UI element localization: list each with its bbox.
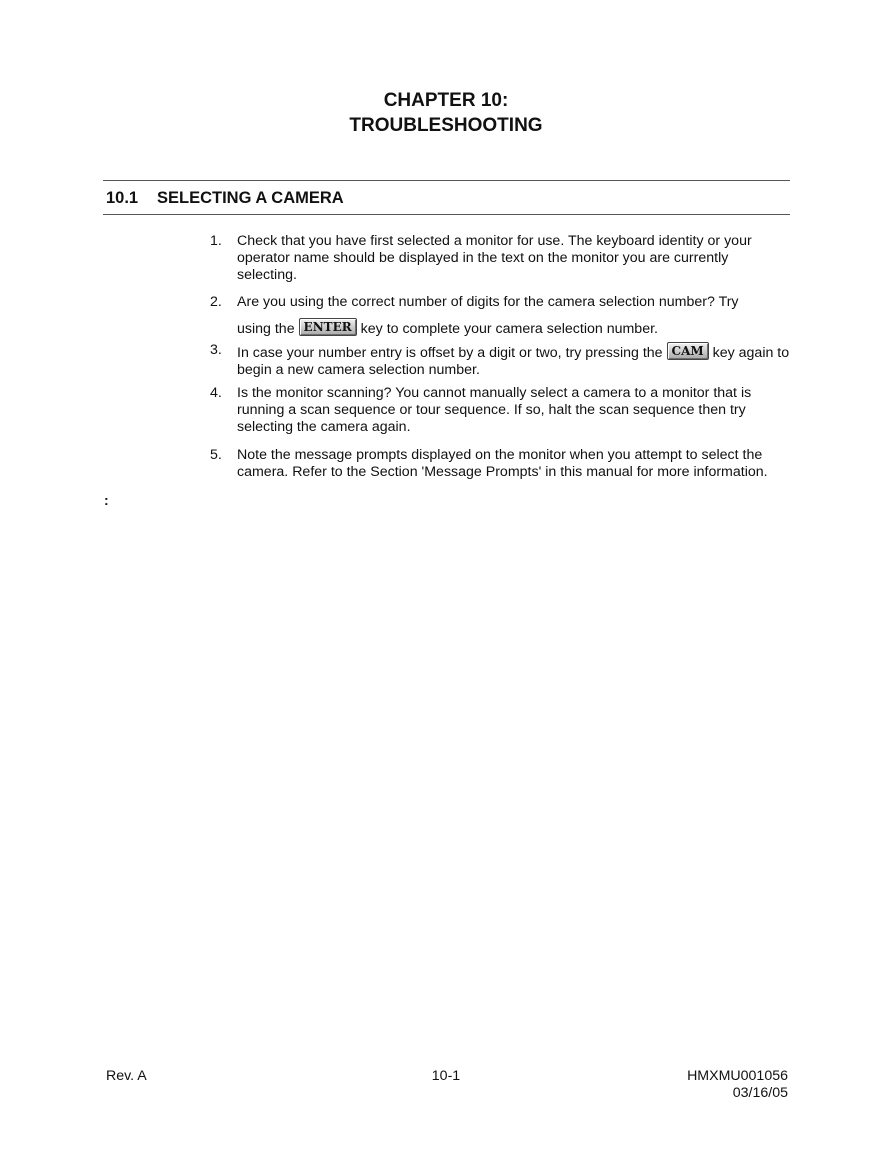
list-item-number: 4. bbox=[210, 385, 222, 401]
footer-doc-id: HMXMU001056 bbox=[687, 1068, 788, 1084]
list-item bbox=[210, 447, 790, 487]
list-item bbox=[210, 385, 790, 447]
footer-revision: Rev. A bbox=[106, 1068, 147, 1084]
list-item bbox=[210, 342, 790, 385]
list-item-text: key again to begin a new camera selection number. bbox=[237, 345, 790, 379]
footer-page-number: 10-1 bbox=[431, 1068, 461, 1084]
enter-key-icon: ENTER bbox=[299, 318, 357, 336]
list-item-number: 1. bbox=[210, 233, 222, 249]
list-item-text: key to complete your camera selection number. bbox=[360, 321, 658, 338]
list-item bbox=[210, 294, 790, 342]
troubleshooting-list bbox=[210, 233, 790, 487]
section-rule-top bbox=[103, 180, 790, 181]
list-item-number: 2. bbox=[210, 294, 222, 310]
chapter-name: TROUBLESHOOTING bbox=[349, 115, 543, 136]
footer-date: 03/16/05 bbox=[732, 1085, 788, 1101]
list-item-text: Note the message prompts displayed on the monitor when you attempt to select the camera. Refer to the Section 'Message Prompts' in this manual for more information. bbox=[237, 447, 768, 481]
list-item bbox=[210, 233, 790, 294]
chapter-title bbox=[0, 88, 892, 138]
list-item-text: Are you using the correct number of digits for the camera selection number? Try bbox=[237, 294, 739, 310]
stray-colon: : bbox=[104, 492, 109, 508]
section-number: 10.1 bbox=[106, 189, 139, 207]
list-item-number: 3. bbox=[210, 342, 222, 358]
cam-key-icon: CAM bbox=[667, 342, 709, 360]
chapter-number: CHAPTER 10: bbox=[383, 90, 509, 111]
section-title: SELECTING A CAMERA bbox=[157, 189, 344, 207]
list-item-text: Is the monitor scanning? You cannot manually select a camera to a monitor that is running a scan sequence or tour sequence. If so, halt the scan sequence then try selecting the camera again. bbox=[237, 385, 752, 436]
list-item-text: In case your number entry is offset by a digit or two, try pressing the bbox=[237, 345, 663, 361]
footer-doc-info bbox=[687, 1068, 788, 1102]
section-rule-bottom bbox=[103, 214, 790, 215]
list-item-text: using the bbox=[237, 321, 295, 338]
section-heading bbox=[106, 188, 344, 208]
list-item-number: 5. bbox=[210, 447, 222, 463]
list-item-text: Check that you have first selected a monitor for use. The keyboard identity or your operator name should be displayed in the text on the monitor you are currently selecting. bbox=[237, 233, 752, 284]
